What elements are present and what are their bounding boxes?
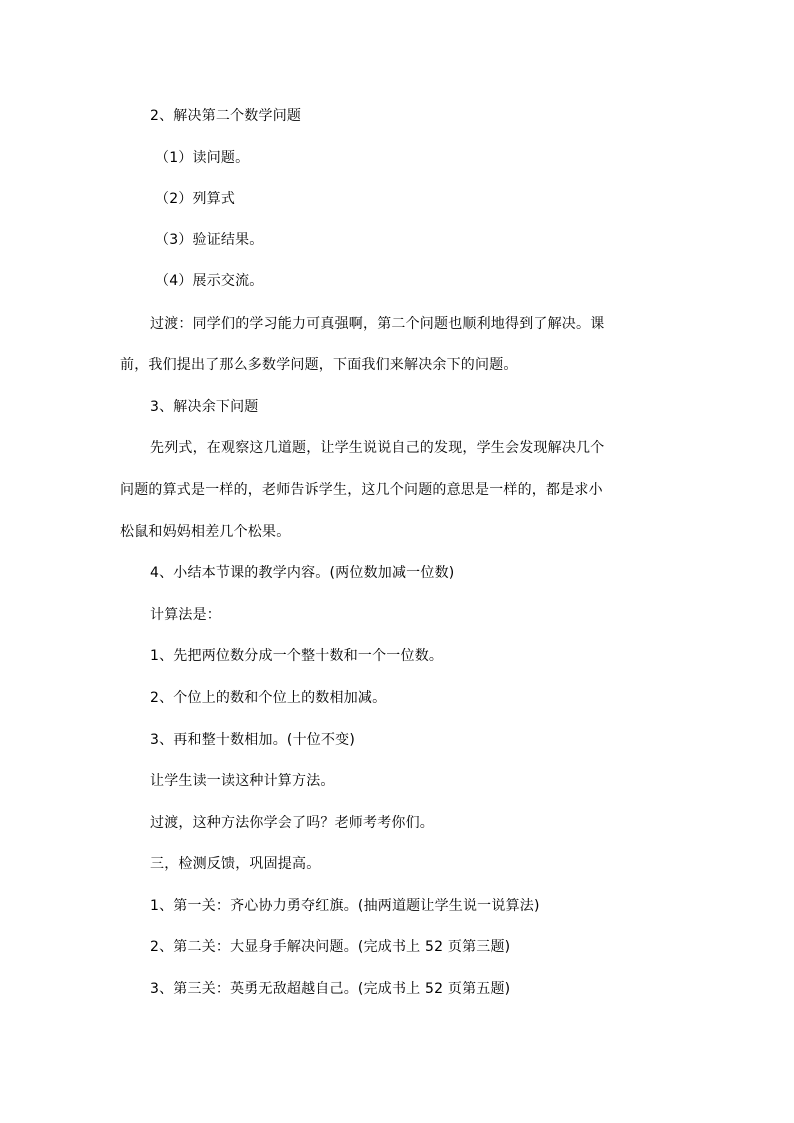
paragraph-line: 先列式，在观察这几道题，让学生说说自己的发现，学生会发现解决几个	[150, 440, 605, 456]
paragraph-line: 计算法是：	[150, 607, 221, 623]
paragraph-line: 2、第二关：大显身手解决问题。(完成书上 52 页第三题)	[150, 939, 511, 955]
paragraph-line: 1、先把两位数分成一个整十数和一个一位数。	[150, 648, 444, 664]
paragraph-line: （1）读问题。	[155, 150, 250, 166]
paragraph-line: （2）列算式	[155, 191, 236, 207]
paragraph-line: 1、第一关：齐心协力勇夺红旗。(抽两道题让学生说一说算法)	[150, 898, 540, 914]
paragraph-line: 过渡：同学们的学习能力可真强啊，第二个问题也顺利地得到了解决。课	[150, 316, 605, 332]
paragraph-line: （3）验证结果。	[155, 232, 264, 248]
paragraph-line: 三，检测反馈，巩固提高。	[150, 856, 321, 872]
paragraph-line: 松鼠和妈妈相差几个松果。	[120, 524, 291, 540]
paragraph-line: 让学生读一读这种计算方法。	[150, 773, 335, 789]
paragraph-line: 2、解决第二个数学问题	[150, 108, 302, 124]
paragraph-line: 前，我们提出了那么多数学问题，下面我们来解决余下的问题。	[120, 357, 518, 373]
paragraph-line: 问题的算式是一样的，老师告诉学生，这几个问题的意思是一样的，都是求小	[120, 482, 603, 498]
paragraph-line: 2、个位上的数和个位上的数相加减。	[150, 690, 387, 706]
paragraph-line: （4）展示交流。	[155, 273, 264, 289]
paragraph-line: 过渡，这种方法你学会了吗？老师考考你们。	[150, 815, 434, 831]
paragraph-line: 3、再和整十数相加。(十位不变)	[150, 732, 356, 748]
paragraph-line: 3、第三关：英勇无敌超越自己。(完成书上 52 页第五题)	[150, 981, 511, 997]
paragraph-line: 3、解决余下问题	[150, 399, 259, 415]
paragraph-line: 4、小结本节课的教学内容。(两位数加减一位数)	[150, 565, 455, 581]
